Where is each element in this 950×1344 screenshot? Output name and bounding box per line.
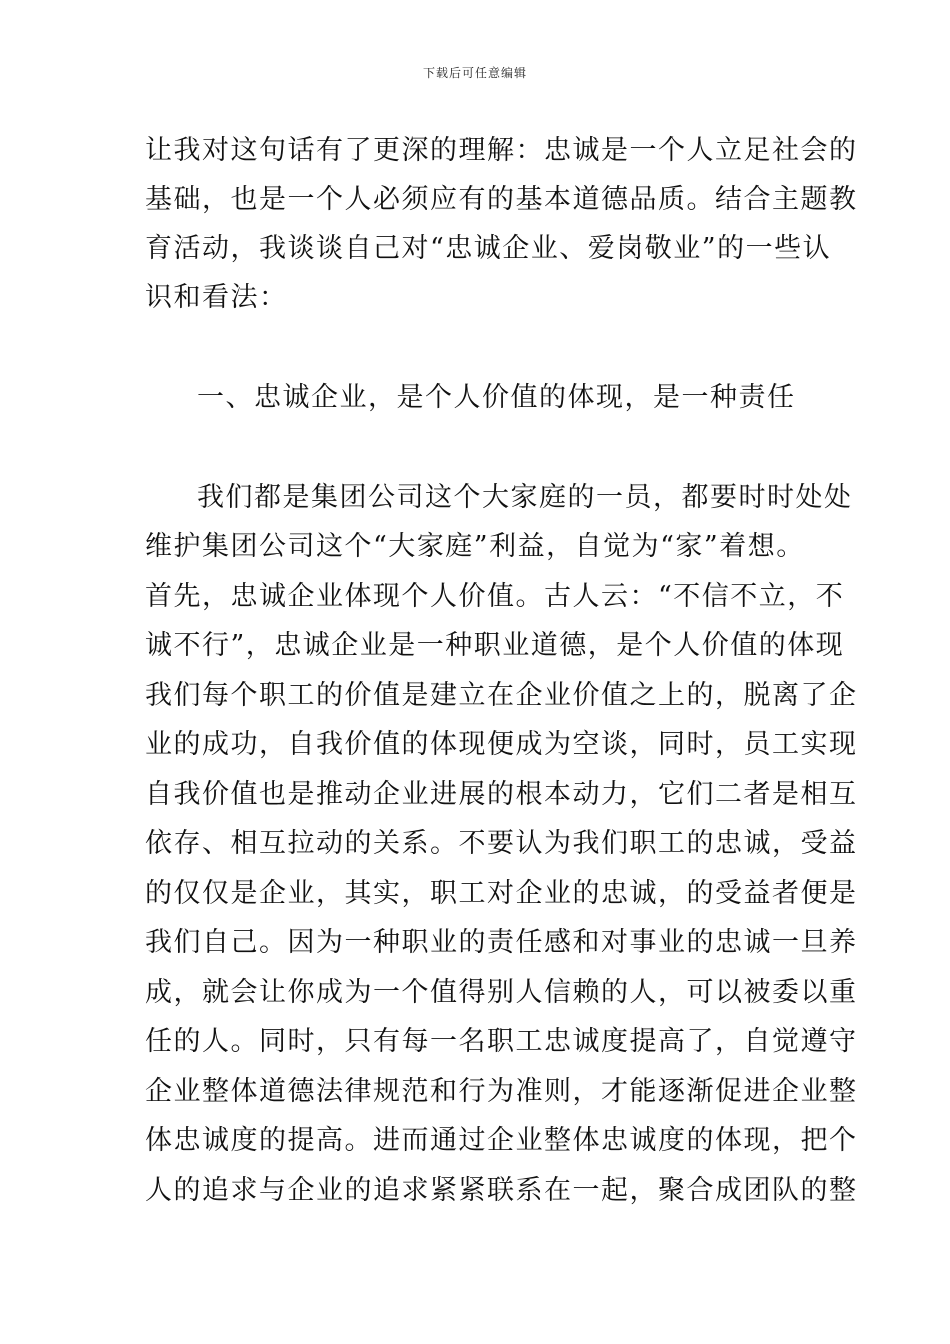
text-line: 依存、相互拉动的关系。不要认为我们职工的忠诚，受益 — [145, 828, 858, 859]
text-line: 我们都是集团公司这个大家庭的一员，都要时时处处 — [197, 482, 853, 513]
text-line: 成，就会让你成为一个值得别人信赖的人，可以被委以重 — [145, 977, 858, 1008]
text-line: 识和看法： — [145, 282, 288, 313]
text-line: 维护集团公司这个“大家庭”利益，自觉为“家”着想。 — [145, 531, 805, 562]
text-line: 我们每个职工的价值是建立在企业价值之上的，脱离了企 — [145, 680, 858, 711]
text-line: 自我价值也是推动企业进展的根本动力，它们二者是相互 — [145, 779, 858, 810]
text-line: 我们自己。因为一种职业的责任感和对事业的忠诚一旦养 — [145, 927, 858, 958]
text-line: 诚不行”，忠诚企业是一种职业道德，是个人价值的体现 — [145, 630, 845, 661]
text-line: 企业整体道德法律规范和行为准则，才能逐渐促进企业整 — [145, 1076, 858, 1107]
text-line: 任的人。同时，只有每一名职工忠诚度提高了，自觉遵守 — [145, 1026, 858, 1057]
text-line: 让我对这句话有了更深的理解：忠诚是一个人立足社会的 — [145, 135, 858, 166]
text-line: 人的追求与企业的追求紧紧联系在一起，聚合成团队的整 — [145, 1175, 858, 1206]
text-line: 育活动，我谈谈自己对“忠诚企业、爱岗敬业”的一些认 — [145, 233, 832, 264]
text-line: 业的成功，自我价值的体现便成为空谈，同时，员工实现 — [145, 729, 858, 760]
heading-line: 一、忠诚企业，是个人价值的体现，是一种责任 — [197, 382, 796, 413]
text-line: 体忠诚度的提高。进而通过企业整体忠诚度的体现，把个 — [145, 1125, 858, 1156]
text-line: 基础，也是一个人必须应有的基本道德品质。结合主题教 — [145, 184, 858, 215]
text-line: 首先，忠诚企业体现个人价值。古人云：“不信不立，不 — [145, 581, 845, 612]
page-header: 下载后可任意编辑 — [422, 66, 527, 80]
text-line: 的仅仅是企业，其实，职工对企业的忠诚，的受益者便是 — [145, 878, 858, 909]
